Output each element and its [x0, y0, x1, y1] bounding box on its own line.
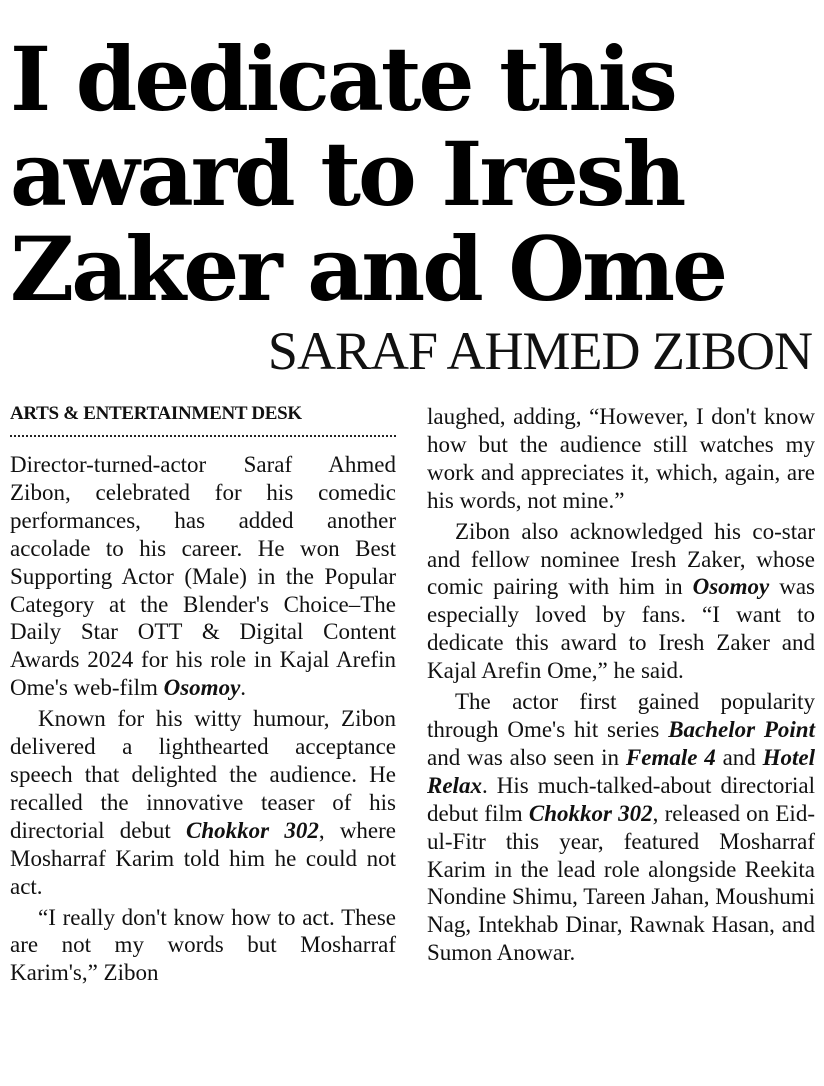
headline-line-3: Zaker and Ome: [10, 217, 726, 321]
series-title-female-4: Female 4: [625, 744, 716, 770]
byline: SARAF AHMED ZIBON: [267, 321, 812, 381]
desk-label: ARTS & ENTERTAINMENT DESK: [10, 402, 396, 437]
paragraph-1: [10, 451, 396, 702]
paragraph-6-text-a: The actor first gained popularity through Ome's hit series: [427, 689, 815, 742]
paragraph-3: “I really don't know how to act. These are not my words but Mosharraf Karim's,” Zibon: [10, 904, 396, 986]
headline-line-2: award to Iresh: [10, 122, 684, 226]
paragraph-6-text-b: and was also seen in: [427, 744, 626, 770]
series-title-hotel-relax: Hotel Relax: [427, 744, 815, 798]
article-column-right: [427, 403, 815, 970]
headline: [10, 27, 820, 321]
paragraph-2-text-a: Known for his witty humour, Zibon delivered a lighthearted acceptance speech that delighted the audience. He recalled the innovative teaser of his directorial debut: [10, 706, 396, 843]
paragraph-5-text-a: Zibon also acknowledged his co-star and fellow nominee Iresh Zaker, whose comic pairing with him in: [427, 518, 815, 600]
film-title-osomoy: Osomoy: [163, 675, 241, 701]
film-title-osomoy-2: Osomoy: [692, 574, 770, 600]
article-column-left: [10, 402, 396, 990]
headline-line-1: I dedicate this: [10, 27, 675, 131]
paragraph-2-text-b: , where Mosharraf Karim told him he could not act.: [10, 817, 397, 899]
paragraph-5: [427, 518, 815, 685]
film-title-chokkor: Chokkor 302: [186, 817, 319, 843]
paragraph-1-text-b: .: [240, 675, 247, 701]
paragraph-6-text-c: and: [715, 744, 763, 770]
paragraph-6-text-e: , released on Eid-ul-Fitr this year, featured Mosharraf Karim in the lead role alongside Reekita Nondine Shimu, Tareen Jahan, Moushumi Nag, Intekhab Dinar, Rawnak Hasan, and Sumon Anowar.: [427, 800, 815, 966]
paragraph-4: laughed, adding, “However, I don't know how but the audience still watches my work and appreciates it, which, again, are his words, not mine.”: [427, 404, 815, 513]
film-title-chokkor-2: Chokkor 302: [528, 800, 653, 826]
paragraph-6: [427, 688, 815, 967]
paragraph-6-text-d: . His much-talked-about directorial debut film: [427, 772, 815, 826]
paragraph-2: [10, 705, 396, 900]
paragraph-1-text-a: Director-turned-actor Saraf Ahmed Zibon, celebrated for his comedic performances, has added another accolade to his career. He won Best Supporting Actor (Male) in the Popular Category at the Blender's Choice–The Daily Star OTT & Digital Content Awards 2024 for his role in Kajal Arefin Ome's web-film: [10, 452, 396, 701]
series-title-bachelor-point: Bachelor Point: [668, 716, 815, 742]
paragraph-5-text-b: was especially loved by fans. “I want to dedicate this award to Iresh Zaker and Kajal Arefin Ome,” he said.: [427, 574, 815, 684]
